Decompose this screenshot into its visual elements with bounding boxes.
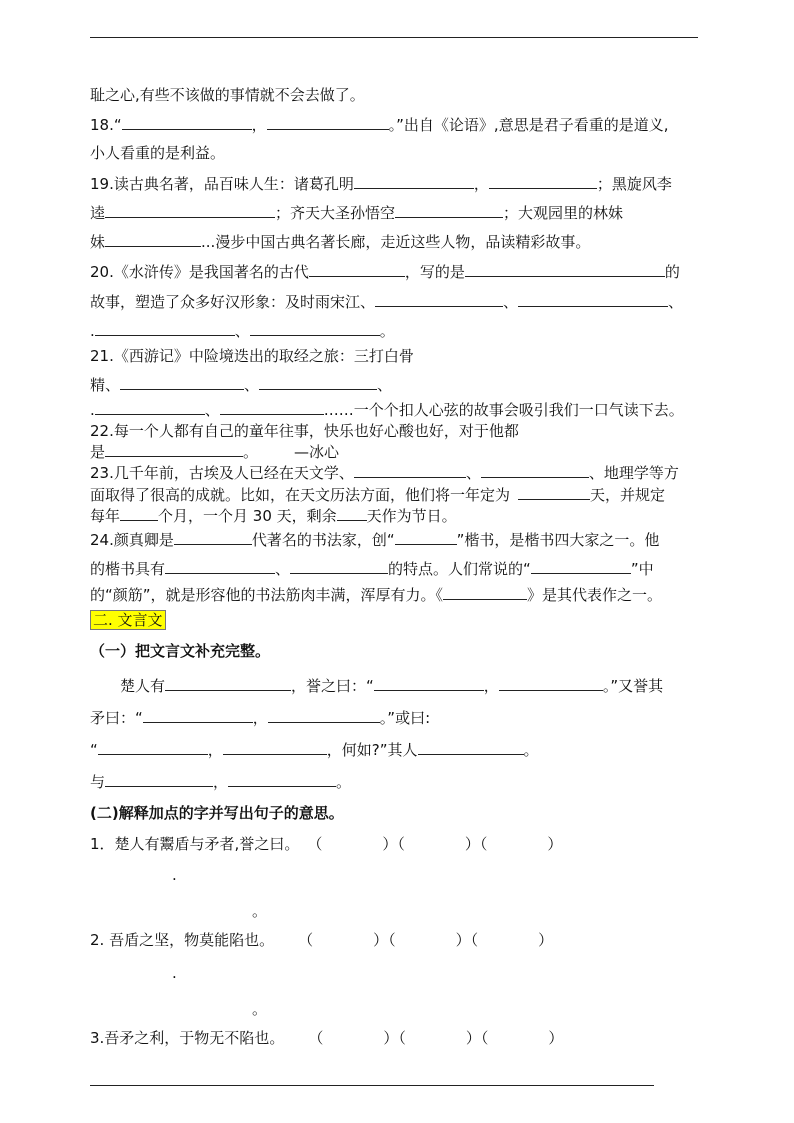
q21-line3: . 、 ……一个个扣人心弦的故事会吸引我们一口气读下去。 [90,401,684,419]
q19-line1: 19.读古典名著，品百味人生：诸葛孔明 ， ；黑旋风李 [90,175,672,193]
q18-line1: 18.“ ， 。”出自《论语》,意思是君子看重的是道义, [90,116,669,134]
answer-dot-1: . [172,866,177,884]
answer-period-1: 。 [252,902,268,920]
q21-line2: 精、 、 、 [90,376,393,394]
q19-line2: 逵 ；齐天大圣孙悟空 ；大观园里的林妹 [90,204,624,222]
bottom-rule [90,1085,654,1086]
section-heading: 二. 文言文 [90,610,166,630]
q24-line1: 24.颜真卿是 代著名的书法家，创“ ”楷书，是楷书四大家之一。他 [90,531,660,549]
q18-line2: 小人看重的是利益。 [90,144,226,162]
q24-line2: 的楷书具有 、 的特点。人们常说的“ ”中 [90,560,654,578]
q20-line2: 故事，塑造了众多好汉形象：及时雨宋江、 、 、 [90,293,684,311]
wenyan-line4: 与 ， 。 [90,773,352,791]
explain-item-1: 1．楚人有鬻盾与矛者,誉之曰。 （ ）（ ）（ ） [90,835,563,853]
wenyan-line3: “ ， ，何如?”其人 。 [90,741,539,759]
wenyan-line1: 楚人有 ，誉之曰：“ ， 。”又誉其 [120,677,664,695]
q23-line2: 面取得了很高的成就。比如，在天文历法方面，他们将一年定为 天，并规定 [90,486,666,504]
wenyan-line2: 矛曰：“ ， 。”或曰: [90,709,431,727]
top-rule [90,37,698,38]
q22-line1: 22.每一个人都有自己的童年往事，快乐也好心酸也好，对于他都 [90,422,519,440]
explain-item-2: 2. 吾盾之坚，物莫能陷也。 （ ）（ ）（ ） [90,931,554,949]
q23-line3: 每年 个月，一个月 30 天，剩余 天作为节日。 [90,507,457,525]
subheading-2: (二)解释加点的字并写出句子的意思。 [90,804,344,822]
q19-line3: 妹 ...漫步中国古典名著长廊，走近这些人物，品读精彩故事。 [90,233,591,251]
q20-line1: 20.《水浒传》是我国著名的古代 ，写的是 的 [90,263,680,281]
q21-line1: 21.《西游记》中险境迭出的取经之旅：三打白骨 [90,347,414,365]
q23-line1: 23.几千年前，古埃及人已经在天文学、 、 、地理学等方 [90,464,679,482]
intro-line: 耻之心,有些不该做的事情就不会去做了。 [90,86,365,104]
subheading-1: （一）把文言文补充完整。 [90,642,271,660]
answer-period-2: 。 [252,1000,268,1018]
answer-dot-2: . [172,964,177,982]
q20-line3: . 、 。 [90,322,395,340]
explain-item-3: 3.吾矛之利，于物无不陷也。 （ ）（ ）（ ） [90,1029,564,1047]
q24-line3: 的“颜筋”，就是形容他的书法筋肉丰满，浑厚有力。《 》是其代表作之一。 [90,586,663,604]
q22-line2: 是 。 —冰心 [90,443,340,461]
